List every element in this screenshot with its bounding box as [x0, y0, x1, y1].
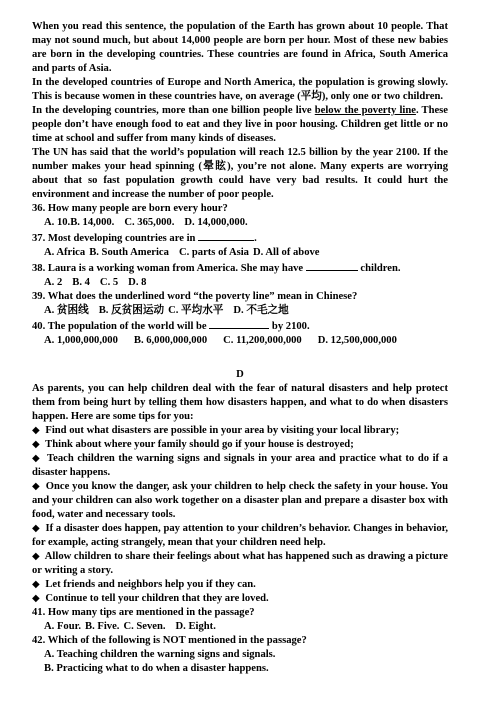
tip-text: Allow children to share their feelings about what has happened such as drawing a picture or writing a story. [32, 551, 448, 576]
answer-blank [209, 318, 269, 329]
option: B. South America [89, 247, 169, 258]
option: D. 14,000,000. [184, 217, 248, 228]
option: A. Africa [44, 247, 86, 258]
section-heading-d: D [236, 369, 244, 380]
tip-item [32, 550, 448, 578]
question-38-end: children. [357, 263, 401, 274]
question-40 [32, 318, 448, 334]
diamond-bullet-icon: ◆ [32, 551, 40, 562]
para-3-before: In the developing countries, more than one billion people live [32, 105, 315, 116]
question-37-end: . [254, 233, 257, 244]
question-42-option-b: B. Practicing what to do when a disaster happens. [44, 663, 269, 674]
answer-blank [306, 260, 358, 271]
option: B. 反贫困运动 [98, 305, 165, 316]
question-41: 41. How many tips are mentioned in the passage? [32, 607, 255, 618]
option: D. All of above [252, 247, 320, 258]
diamond-bullet-icon: ◆ [32, 579, 40, 590]
tip-text: Think about where your family should go if your house is destroyed; [45, 439, 354, 450]
passage-c-para-1: When you read this sentence, the population of the Earth has grown about 10 people. That may not sound much, but about 14,000 people are born per hour. Most of these new babies are born in the developing countries. These countries are found in Africa, South America and parts of Asia. [32, 21, 448, 74]
tip-item [32, 578, 448, 592]
answer-blank [198, 230, 254, 241]
option: C. 5 [99, 277, 119, 288]
tip-text: Once you know the danger, ask your children to help check the safety in your house. You and your children can also work together on a disaster plan and prepare a disaster box with food, water and necessary tools. [32, 481, 448, 520]
para-3-after: . These people don’t have enough food to eat and they live in poor housing. Children get little or no time at school and suffer from many kinds of diseases. [32, 105, 449, 144]
question-42: 42. Which of the following is NOT mentioned in the passage? [32, 635, 307, 646]
option: D. 8 [128, 277, 147, 288]
exam-page [32, 20, 448, 676]
question-37 [32, 230, 448, 246]
question-40-options [44, 334, 448, 348]
tip-text: Continue to tell your children that they are loved. [45, 593, 269, 604]
option: D. 12,500,000,000 [317, 335, 397, 346]
option: D. 不毛之地 [233, 305, 289, 316]
passage-d-intro: As parents, you can help children deal with the fear of natural disasters and help protect them from being hurt by telling them how disasters happen, and what to do when disasters happen. Here are some tips for you: [32, 383, 448, 422]
question-40-end: by 2100. [269, 321, 310, 332]
option: C. 365,000. [124, 217, 175, 228]
option: A. Four. [44, 621, 81, 632]
option: B. 6,000,000,000 [133, 335, 208, 346]
tip-text: If a disaster does happen, pay attention to your children’s behavior. Changes in behavior, for example, acting strangely, mean that your children need help. [32, 523, 448, 548]
diamond-bullet-icon: ◆ [32, 439, 40, 450]
question-39-options [44, 304, 448, 318]
option: D. Eight. [175, 621, 216, 632]
passage-c-para-3 [32, 104, 448, 146]
question-40-stem: 40. The population of the world will be [32, 321, 210, 332]
question-38-stem: 38. Laura is a working woman from America. She may have [32, 263, 306, 274]
option: A. 2 [44, 277, 63, 288]
poverty-line-underlined: below the poverty line [314, 105, 416, 116]
tip-item [32, 452, 448, 480]
question-39: 39. What does the underlined word “the poverty line” mean in Chinese? [32, 291, 358, 302]
tip-item [32, 480, 448, 522]
question-36-options [44, 216, 448, 230]
diamond-bullet-icon: ◆ [32, 481, 40, 492]
question-36: 36. How many people are born every hour? [32, 203, 228, 214]
option: B. 4 [72, 277, 90, 288]
diamond-bullet-icon: ◆ [32, 453, 41, 464]
option: C. Seven. [123, 621, 166, 632]
option: A. 贫困线 [44, 305, 89, 316]
option: B. Five. [85, 621, 120, 632]
question-42-option-a: A. Teaching children the warning signs and signals. [44, 649, 276, 660]
tip-item [32, 522, 448, 550]
tip-text: Find out what disasters are possible in your area by visiting your local library; [45, 425, 400, 436]
question-37-options [44, 246, 448, 260]
option: C. 平均水平 [168, 305, 224, 316]
question-37-stem: 37. Most developing countries are in [32, 233, 199, 244]
passage-c-para-2: In the developed countries of Europe and North America, the population is growing slowly. This is because women in these countries have, on average (平均), only one or two children. [32, 77, 448, 102]
diamond-bullet-icon: ◆ [32, 523, 40, 534]
option: C. 11,200,000,000 [223, 335, 302, 346]
question-41-options [44, 620, 448, 634]
diamond-bullet-icon: ◆ [32, 425, 40, 436]
option: C. parts of Asia [178, 247, 249, 258]
option: A. 10.B. 14,000. [44, 217, 115, 228]
question-38 [32, 260, 448, 276]
tip-item [32, 592, 448, 606]
passage-c-para-4: The UN has said that the world’s population will reach 12.5 billion by the year 2100. If the number makes your head spinning (晕眩), you’re not alone. Many experts are worrying about that so fast population growth could have very bad results. It could hurt the environment and increase the number of poor people. [32, 147, 448, 200]
diamond-bullet-icon: ◆ [32, 593, 40, 604]
tip-item [32, 424, 448, 438]
question-38-options [44, 276, 448, 290]
tip-item [32, 438, 448, 452]
option: A. 1,000,000,000 [44, 335, 118, 346]
tip-text: Teach children the warning signs and signals in your area and practice what to do if a disaster happens. [32, 453, 448, 478]
tip-text: Let friends and neighbors help you if they can. [45, 579, 256, 590]
